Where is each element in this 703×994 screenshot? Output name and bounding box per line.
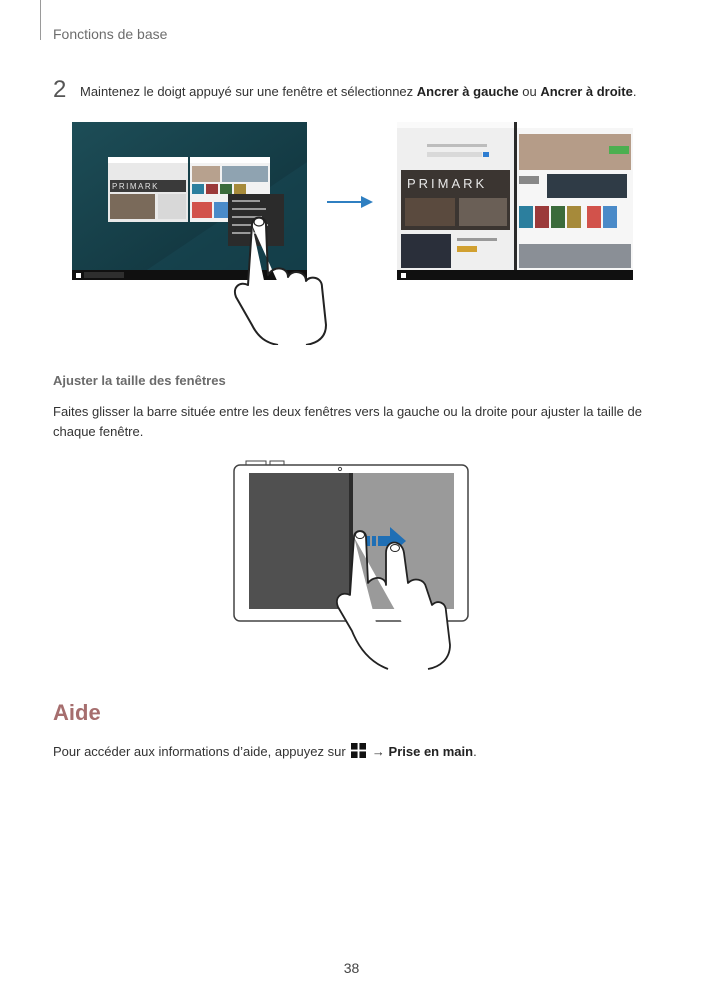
snap-left-label: Ancrer à gauche [416, 84, 519, 99]
aide-text-prefix: Pour accéder aux informations d’aide, appuyez sur [53, 744, 350, 759]
snapped-windows-screenshot [397, 122, 633, 280]
hand-press-icon [222, 205, 352, 345]
step-text-middle: ou [518, 84, 541, 99]
aide-section-title: Aide [53, 700, 101, 725]
snap-right-label: Ancrer à droite [540, 84, 633, 99]
aide-text-suffix: . [473, 744, 477, 759]
brand-text-small: PRIMARK [112, 182, 159, 191]
resize-windows-illustration [232, 455, 492, 670]
step-instruction [80, 84, 680, 99]
resize-description: Faites glisser la barre située entre les deux fenêtres vers la gauche ou la droite pour ajuster la taille de chaque fenêtre. [53, 404, 642, 439]
step-number: 2 [53, 76, 67, 103]
step-text-prefix: Maintenez le doigt appuyé sur une fenêtre et sélectionnez [80, 84, 417, 99]
header-title: Fonctions de base [53, 26, 168, 42]
aide-instruction [53, 743, 477, 759]
aide-arrow: → [371, 744, 385, 759]
getting-started-label: Prise en main [388, 744, 474, 759]
brand-text-large: PRIMARK [407, 176, 488, 191]
margin-line [40, 0, 41, 40]
page-number: 38 [343, 960, 360, 976]
windows-start-icon [351, 743, 366, 758]
step-text-suffix: . [632, 84, 637, 99]
resize-heading: Ajuster la taille des fenêtres [53, 373, 226, 388]
